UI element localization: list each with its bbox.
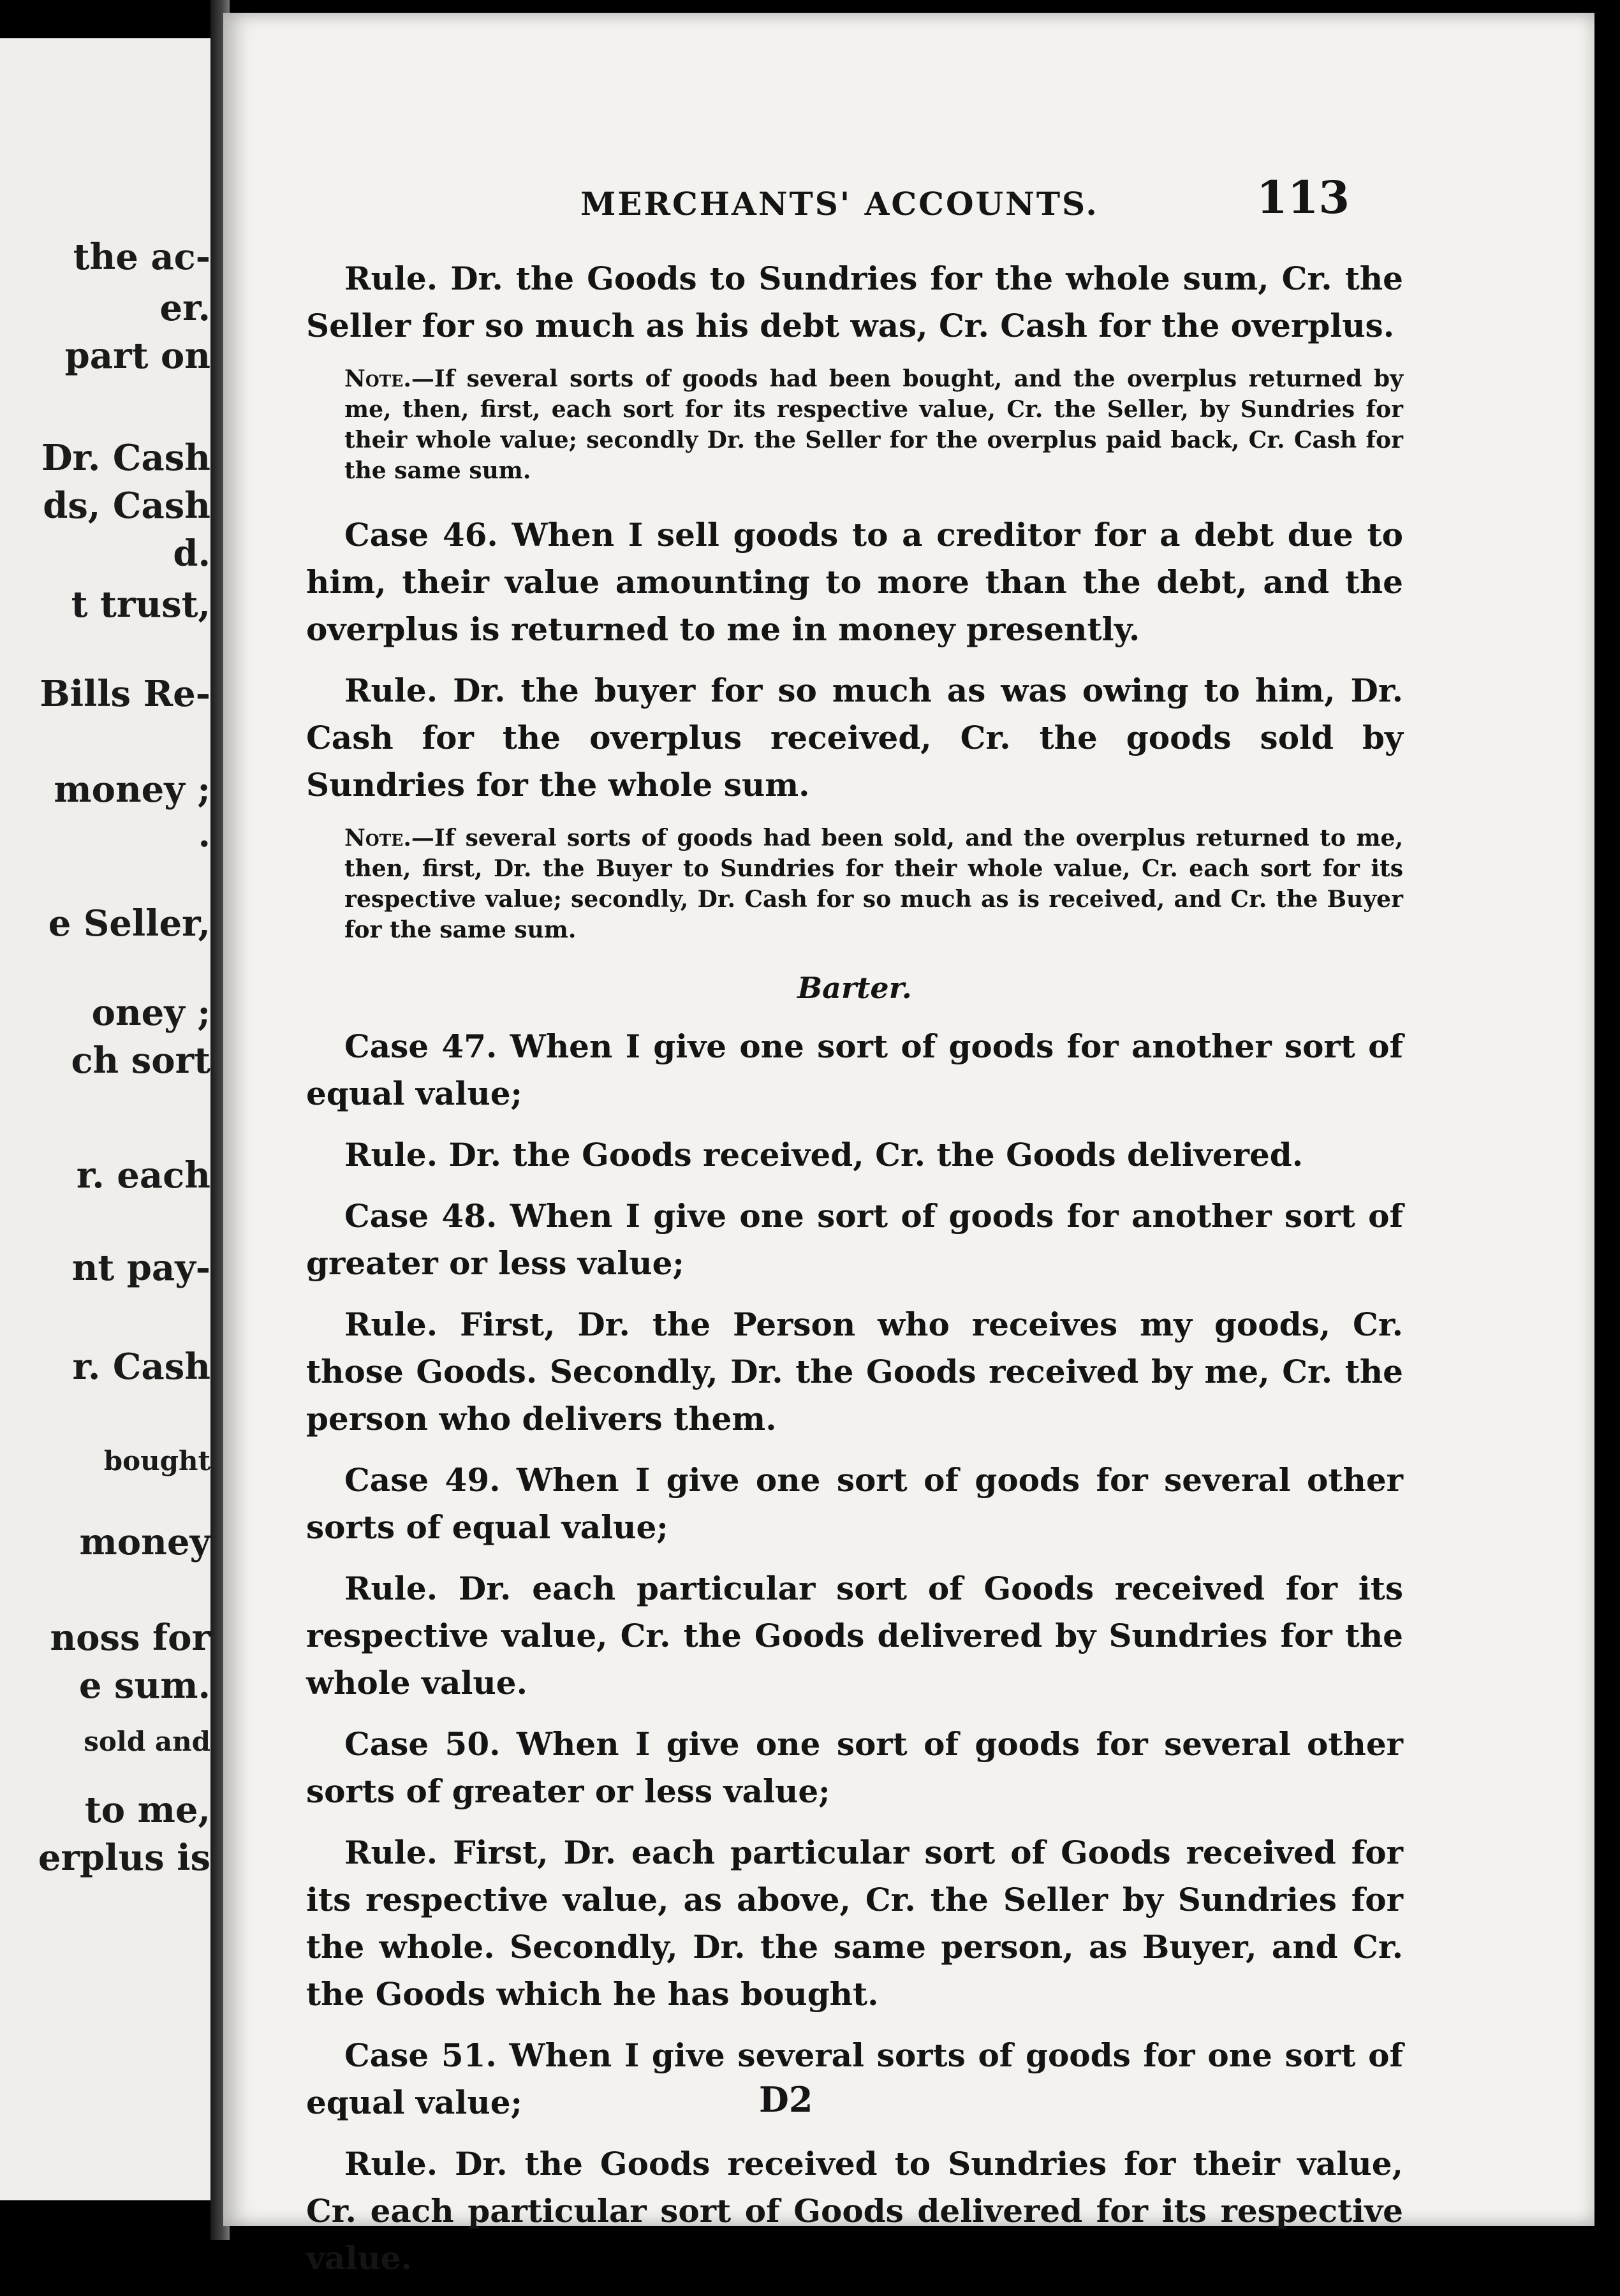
case-paragraph: Case 49. When I give one sort of goods for several other sorts of equal value; xyxy=(306,1461,1403,1546)
note-label: Note. xyxy=(344,365,411,392)
left-page-fragment: e sum. xyxy=(78,1665,210,1707)
left-page-fragment: part on xyxy=(64,335,210,377)
page-body xyxy=(306,255,1403,2296)
left-page-fragment: money ; xyxy=(54,769,210,811)
left-page-fragment: r. Cash xyxy=(72,1346,210,1388)
case-paragraph: Case 51. When I give several sorts of goods for one sort of equal value; xyxy=(306,2036,1403,2121)
running-head: MERCHANTS' ACCOUNTS. xyxy=(580,185,1099,223)
page-number: 113 xyxy=(1256,171,1350,224)
left-page-fragment: bought xyxy=(103,1445,210,1476)
left-page-fragment: er. xyxy=(159,287,210,329)
left-page-fragment: t trust, xyxy=(71,584,210,626)
note-text: —If several sorts of goods had been sold, and the overplus returned to me, then, first, Dr. the Buyer to Sundries for their whole value, Cr. each sort for its respective value; secondly, Dr. Cash for so much as is received, and Cr. the Buyer for the same sum. xyxy=(344,825,1403,943)
left-page-fragment: d. xyxy=(173,533,210,575)
rule-paragraph: Rule. Dr. the Goods received to Sundries for their value, Cr. each particular sort of Goods delivered for its respective value. xyxy=(306,2145,1403,2277)
left-page-fragment: noss for xyxy=(50,1617,210,1659)
left-page-fragment: to me, xyxy=(84,1789,210,1831)
case-paragraph: Case 46. When I sell goods to a creditor for a debt due to him, their value amounting to more than the debt, and the overplus is returned to me in money presently. xyxy=(306,516,1403,648)
left-page xyxy=(0,38,210,2200)
case-paragraph: Case 50. When I give one sort of goods for several other sorts of greater or less value; xyxy=(306,1725,1403,1810)
left-page-fragment: nt pay- xyxy=(71,1247,210,1289)
left-page-fragment: the ac- xyxy=(73,236,210,278)
left-page-fragment: ch sort xyxy=(71,1040,210,1082)
rule-paragraph: Rule. Dr. the Goods received, Cr. the Goods delivered. xyxy=(344,1136,1304,1174)
left-page-fragment: erplus is xyxy=(38,1837,210,1879)
left-page-fragment: e Seller, xyxy=(48,902,210,945)
rule-paragraph: Rule. First, Dr. each particular sort of Goods received for its respective value, as above, Cr. the Seller by Sundries for the whole. Secondly, Dr. the same person, as Buyer, and Cr. the Goods which he has bought. xyxy=(306,1834,1403,2013)
left-page-fragment: Bills Re- xyxy=(40,673,210,715)
rule-paragraph: Rule. First, Dr. the Person who receives my goods, Cr. those Goods. Secondly, Dr. the Goods received by me, Cr. the person who delivers them. xyxy=(306,1306,1403,1438)
right-page xyxy=(223,13,1594,2277)
left-page-fragment: sold and xyxy=(84,1726,210,1757)
note-paragraph xyxy=(306,823,1403,945)
note-label: Note. xyxy=(344,825,411,851)
rule-paragraph: Rule. Dr. the Goods to Sundries for the whole sum, Cr. the Seller for so much as his debt was, Cr. Cash for the overplus. xyxy=(306,260,1403,344)
section-heading: Barter. xyxy=(797,971,912,1005)
left-page-fragment: . xyxy=(198,813,210,855)
note-paragraph xyxy=(306,364,1403,486)
note-text: —If several sorts of goods had been bought, and the overplus returned by me, then, first, each sort for its respective value, Cr. the Seller, by Sundries for their whole value; secondly Dr. the Seller for the overplus paid back, Cr. Cash for the same sum. xyxy=(344,365,1403,484)
page-header xyxy=(223,159,1594,236)
left-page-fragment: ds, Cash xyxy=(43,485,210,527)
case-paragraph: Case 47. When I give one sort of goods for another sort of equal value; xyxy=(306,1027,1403,1112)
case-paragraph: Case 48. When I give one sort of goods for another sort of greater or less value; xyxy=(306,1197,1403,1282)
left-page-fragment: money xyxy=(79,1521,210,1563)
left-page-fragment: Dr. Cash xyxy=(41,437,210,479)
rule-paragraph: Rule. Dr. the buyer for so much as was owing to him, Dr. Cash for the overplus received, Cr. the goods sold by Sundries for the whole sum. xyxy=(306,672,1403,804)
left-page-fragment: oney ; xyxy=(91,992,210,1034)
rule-paragraph: Rule. Dr. each particular sort of Goods received for its respective value, Cr. the Goods delivered by Sundries for the whole value. xyxy=(306,1570,1403,1702)
signature-mark: D2 xyxy=(759,2079,813,2120)
left-page-fragment: r. each xyxy=(76,1154,210,1196)
